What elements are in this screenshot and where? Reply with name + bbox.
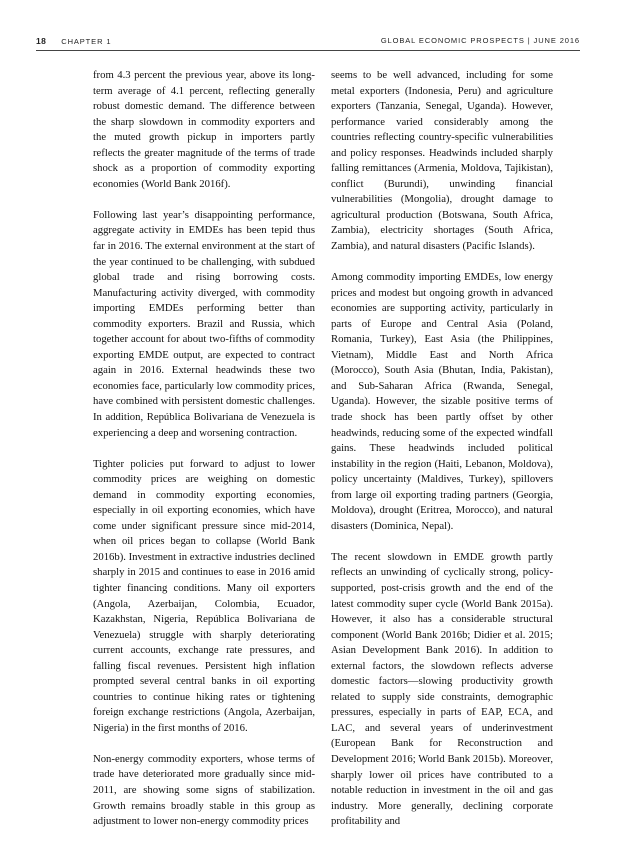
right-column: [331, 68, 553, 845]
chapter-label: CHAPTER 1: [61, 37, 112, 46]
header-rule: [36, 50, 580, 51]
paragraph: seems to be well advanced, including for some metal exporters (Indonesia, Peru) and agriculture exporters (Tanzania, Senegal, Uganda). However, performance varied considerably among the countries reflecting country-specific vulnerabilities and policy responses. Headwinds included sharply falling remittances (Armenia, Moldova, Tajikistan), conflict (Burundi), unwinding financial vulnerabilities (Mongolia), drought damage to agricultural production (Botswana, South Africa, Zambia), electricity shortages (South Africa, Zambia), and natural disasters (Pacific Islands).: [331, 69, 553, 253]
page-number: 18: [36, 36, 47, 46]
header-left: [36, 36, 111, 46]
paragraph: Among commodity importing EMDEs, low energy prices and modest but ongoing growth in advanced economies are supporting activity, particularly in parts of Europe and Central Asia (Poland, Romania, Turkey), East Asia (the Philippines, Vietnam), Middle East and North Africa (Morocco), South Asia (Bhutan, India, Pakistan), and Sub-Saharan Africa (Rwanda, Senegal, Uganda). However, the sizable positive terms of trade shock has been partly offset by other headwinds, reducing some of the expected windfall gains. These headwinds included political instability in the region (Haiti, Lebanon, Moldova), policy uncertainty (Maldives, Turkey), spillovers from large oil exporting trading partners (Georgia, Moldova), drought (Eritrea, Morocco), and natural disasters (Dominica, Nepal).: [331, 271, 553, 532]
paragraph: The recent slowdown in EMDE growth partly reflects an unwinding of cyclically strong, policy-supported, post-crisis growth and the end of the latest commodity super cycle (World Bank 2015a). However, it also has a considerable structural component (World Bank 2016b; Didier et al. 2015; Asian Development Bank 2016). In addition to external factors, the slowdown reflects adverse domestic factors—slowing productivity growth related to supply side constraints, demographic pressures, especially in parts of EAP, ECA, and LAC, and several years of underinvestment (European Bank for Reconstruction and Development 2016; World Bank 2015b). Moreover, sharply lower oil prices have contributed to a notable reduction in investment in the oil and gas industry. More generally, declining corporate profitability and: [331, 550, 553, 828]
paragraph: Tighter policies put forward to adjust to lower commodity prices are weighing on domestic demand in commodity exporting economies, especially in oil exporting economies, which have come under significant pressure since mid-2014, when oil prices began to collapse (World Bank 2016b). Investment in extractive industries declined sharply in 2015 and continues to ease in 2016 amid tighter financing conditions. Many oil exporters (Angola, Azerbaijan, Colombia, Ecuador, Kazakhstan, Nigeria, República Bolivariana de Venezuela) struggle with sharply deteriorating current accounts, exchange rate pressures, and falling fiscal revenues. Persistent high inflation prompted several central banks in oil exporting countries to continue hiking rates or tightening foreign exchange restrictions (Angola, Azerbaijan, Nigeria) in the first months of 2016.: [93, 457, 316, 734]
paragraph: Following last year’s disappointing performance, aggregate activity in EMDEs has been tepid thus far in 2016. The external environment at the start of the year continued to be challenging, with subdued global trade and rising borrowing costs. Manufacturing activity diverged, with commodity importing EMDEs performing better than commodity exporters. Brazil and Russia, which together account for about two-fifths of commodity exporting EMDE output, are expected to contract again in 2016. External headwinds these two economies face, particularly low commodity prices, have combined with persistent domestic challenges. In addition, República Bolivariana de Venezuela is experiencing a deep and worsening contraction.: [93, 208, 316, 439]
publication-title: GLOBAL ECONOMIC PROSPECTS | JUNE 2016: [380, 36, 580, 45]
paragraph: Non-energy commodity exporters, whose terms of trade have deteriorated more gradually since mid-2011, are showing some signs of stabilization. Growth remains broadly stable in this group as adjustment to lower non-energy commodity prices: [93, 752, 315, 828]
paragraph: from 4.3 percent the previous year, above its long-term average of 4.1 percent, reflecting generally robust domestic demand. The difference between the sharp slowdown in commodity exporters and the muted growth pickup in importers partly reflects the greater magnitude of the terms of trade shock as a proportion of commodity exporting economies (World Bank 2016f).: [93, 69, 315, 190]
left-column: [93, 68, 315, 845]
running-header: [36, 34, 580, 48]
